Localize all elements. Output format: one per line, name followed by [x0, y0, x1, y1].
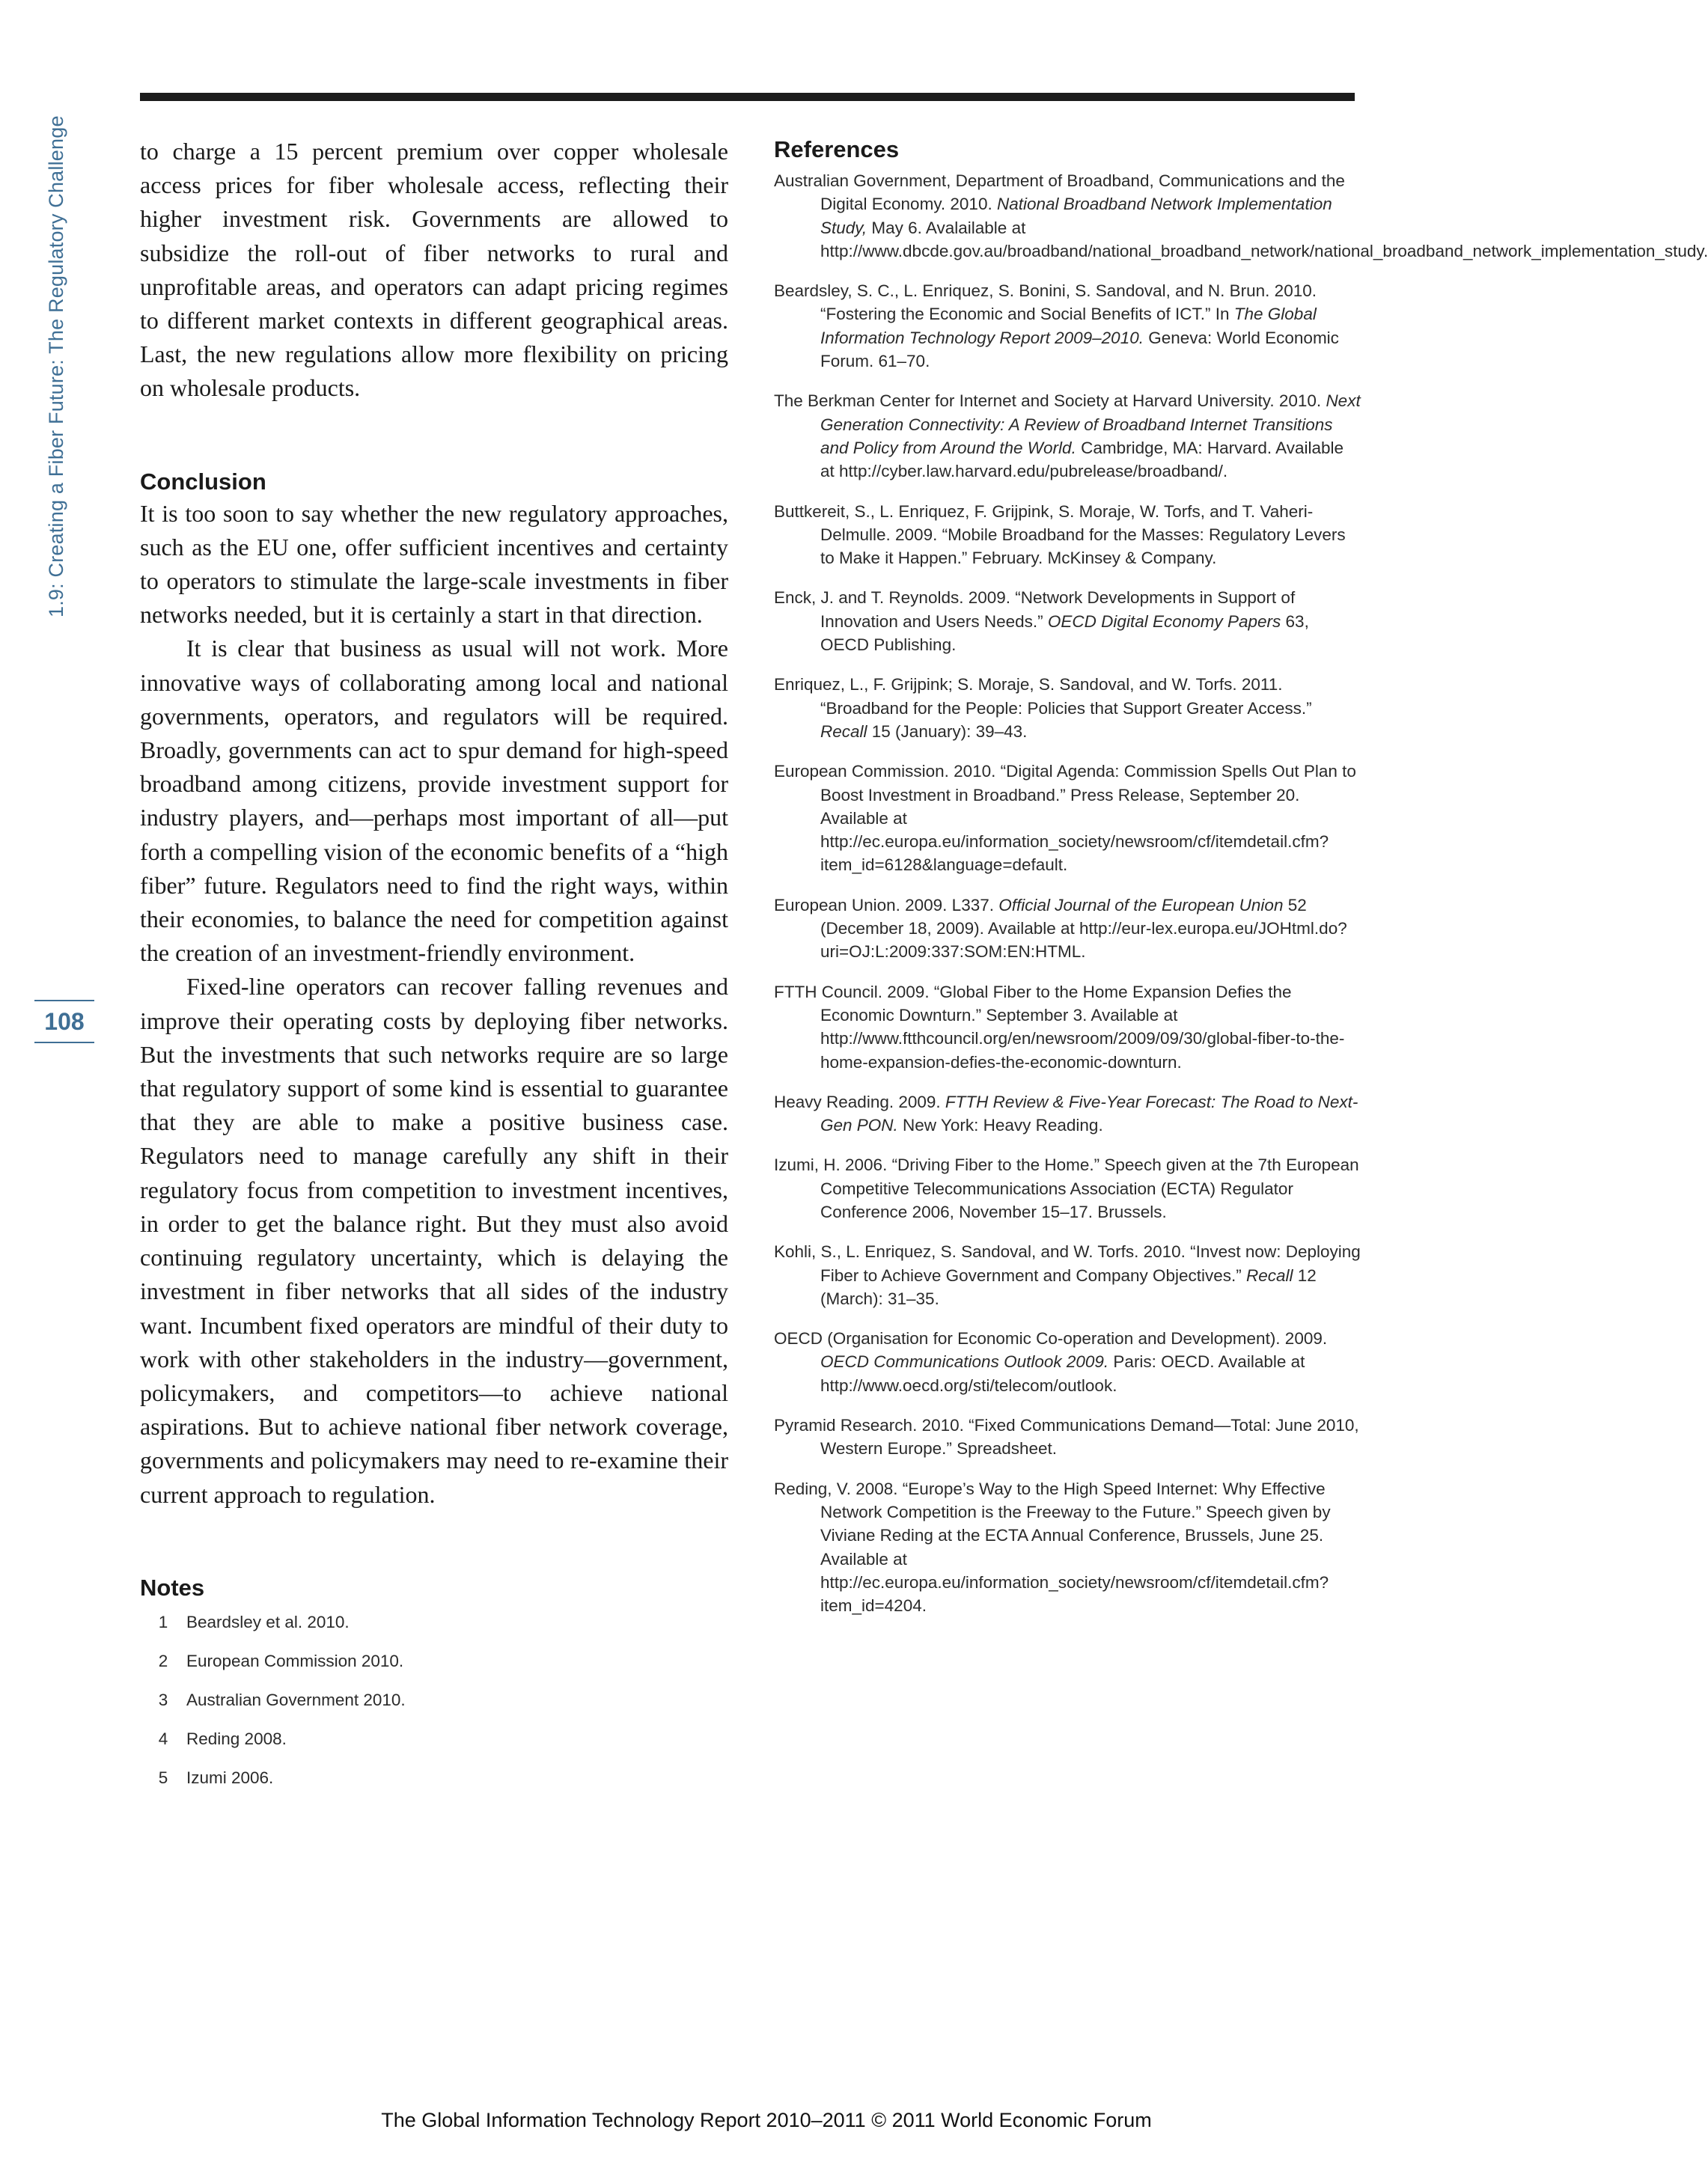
reference-text: FTTH Council. 2009. “Global Fiber to the Home Expansion Defies the Economic Downturn.” September 3. Available at http://www.ftthcouncil.org/en/newsroom/2009/09/30/global-fiber-to-the-home-expansion-defies-the-economic-downturn.	[774, 982, 1345, 1072]
reference-item	[774, 586, 1362, 656]
note-number: 1	[158, 1612, 168, 1631]
reference-title: Recall	[1246, 1265, 1293, 1285]
reference-item	[774, 760, 1362, 876]
top-rule	[140, 93, 1355, 101]
reference-title: FTTH Review & Five-Year Forecast: The Road to Next-Gen PON.	[820, 1092, 1358, 1135]
note-number: 4	[158, 1729, 168, 1748]
reference-item	[774, 1153, 1362, 1224]
reference-text: Buttkereit, S., L. Enriquez, F. Grijpink, S. Moraje, W. Torfs, and T. Vaheri-Delmulle. 2009. “Mobile Broadband for the Masses: Regulatory Levers to Make it Happen.” February. McKinsey & Company.	[774, 501, 1346, 568]
reference-text: European Union. 2009. L337.	[774, 895, 999, 914]
page-number-rule-bottom	[34, 1042, 94, 1043]
note-item	[140, 1766, 728, 1789]
reference-title: Recall	[820, 721, 867, 741]
note-number: 5	[158, 1768, 168, 1787]
note-item	[140, 1688, 728, 1712]
notes-list	[140, 1610, 728, 1789]
reference-text: Geneva: World Economic Forum. 61–70.	[820, 328, 1339, 371]
reference-text: Heavy Reading. 2009.	[774, 1092, 945, 1111]
reference-title: Next Generation Connectivity: A Review of Broadband Internet Transitions and Policy from Around the World.	[820, 391, 1361, 457]
reference-item	[774, 894, 1362, 964]
body-paragraph: to charge a 15 percent premium over copper wholesale access prices for fiber wholesale access, reflecting their higher investment risk. Governments are allowed to subsidize the roll-out of fiber networks to rural and unprofitable areas, and operators can adapt pricing regimes to different market contexts in different geographical areas. Last, the new regulations allow more flexibility on pricing on wholesale products.	[140, 138, 728, 402]
page-footer: The Global Information Technology Report 2010–2011 © 2011 World Economic Forum	[381, 2109, 1152, 2131]
reference-item	[774, 980, 1362, 1074]
reference-text: Paris: OECD. Available at http://www.oecd.org/sti/telecom/outlook.	[820, 1352, 1305, 1395]
reference-text: Reding, V. 2008. “Europe’s Way to the High Speed Internet: Why Effective Network Competition is the Freeway to the Future.” Speech given by Viviane Reding at the ECTA Annual Conference, Brussels, June 25. Available at http://ec.europa.eu/information_society/newsroom/cf/itemdetail.cfm?item_id=4204.	[774, 1479, 1331, 1616]
reference-item	[774, 389, 1362, 483]
note-text: Izumi 2006.	[186, 1768, 274, 1787]
reference-text: 15 (January): 39–43.	[867, 721, 1028, 741]
running-head-text: 1.9: Creating a Fiber Future: The Regulatory Challenge	[45, 115, 67, 617]
note-text: Reding 2008.	[186, 1729, 287, 1748]
conclusion-paragraph-1: It is too soon to say whether the new regulatory approaches, such as the EU one, offer sufficient incentives and certainty to operators to stimulate the large-scale investments in fiber networks needed, but it is certainly a start in that direction.	[140, 499, 728, 629]
reference-item	[774, 169, 1708, 263]
reference-title: The Global Information Technology Report 2009–2010.	[820, 305, 1317, 347]
note-item	[140, 1649, 728, 1673]
reference-title: National Broadband Network Implementation Study,	[820, 195, 1332, 237]
reference-text: Enck, J. and T. Reynolds. 2009. “Network Developments in Support of Innovation and Users Needs.”	[774, 588, 1296, 631]
reference-title: OECD Digital Economy Papers	[1047, 611, 1281, 631]
reference-item	[774, 279, 1362, 373]
conclusion-paragraph-3: Fixed-line operators can recover falling revenues and improve their operating costs by deploying fiber networks. But the investments that such networks require are so large that regulatory support of some kind is essential to guarantee that they are able to make a positive business case. Regulators need to manage carefully any shift in their regulatory focus from competition to investment incentives, in order to get the balance right. But they must also avoid continuing regulatory uncertainty, which is delaying the investment in fiber networks that all sides of the industry want. Incumbent fixed operators are mindful of their duty to work with other stakeholders in the industry—government, policymakers, and competitors—to achieve national aspirations. But to achieve national fiber network coverage, governments and policymakers may need to re-examine their current approach to regulation.	[140, 973, 728, 1508]
reference-text: The Berkman Center for Internet and Society at Harvard University. 2010.	[774, 391, 1326, 411]
reference-text: Enriquez, L., F. Grijpink; S. Moraje, S. Sandoval, and W. Torfs. 2011. “Broadband for the People: Policies that Support Greater Access.”	[774, 675, 1312, 718]
reference-text: Beardsley, S. C., L. Enriquez, S. Bonini, S. Sandoval, and N. Brun. 2010. “Fostering the Economic and Social Benefits of ICT.” In	[774, 281, 1317, 324]
page-number: 108	[44, 1008, 85, 1035]
left-column	[140, 135, 728, 1805]
conclusion-paragraph-2: It is clear that business as usual will not work. More innovative ways of collaborating among local and national governments, operators, and regulators will be required. Broadly, governments can act to spur demand for high-speed broadband among citizens, provide investment support for industry players, and—perhaps most important of all—put forth a compelling vision of the economic benefits of a “high fiber” future. Regulators need to find the right ways, within their economies, to balance the need for competition against the creation of an investment-friendly environment.	[140, 635, 728, 967]
conclusion-heading: Conclusion	[140, 468, 266, 495]
right-column	[774, 135, 1708, 1634]
reference-item	[774, 1090, 1362, 1138]
note-text: Australian Government 2010.	[186, 1690, 406, 1709]
note-number: 2	[158, 1651, 168, 1670]
reference-text: 12 (March): 31–35.	[820, 1265, 1317, 1308]
page-number-block	[34, 1000, 94, 1043]
reference-item	[774, 500, 1362, 570]
reference-text: European Commission. 2010. “Digital Agenda: Commission Spells Out Plan to Boost Investment in Broadband.” Press Release, September 20. Available at http://ec.europa.eu/information_society/newsroom/cf/itemdetail.cfm?item_id=6128&language=default.	[774, 762, 1356, 875]
reference-item	[774, 1327, 1362, 1397]
reference-text: OECD (Organisation for Economic Co-operation and Development). 2009.	[774, 1329, 1328, 1349]
reference-title: OECD Communications Outlook 2009.	[820, 1352, 1109, 1372]
reference-text: Cambridge, MA: Harvard. Available at http://cyber.law.harvard.edu/pubrelease/broadband/.	[820, 438, 1344, 481]
reference-text: 63, OECD Publishing.	[820, 611, 1309, 655]
reference-text: 52 (December 18, 2009). Available at http://eur-lex.europa.eu/JOHtml.do?uri=OJ:L:2009:337:SOM:EN:HTML.	[820, 895, 1347, 962]
reference-item	[774, 1240, 1362, 1310]
reference-text: May 6. Avalailable at http://www.dbcde.gov.au/broadband/national_broadband_network/national_broadband_network_implementation_study.	[820, 218, 1708, 260]
note-number: 3	[158, 1690, 168, 1709]
note-item	[140, 1610, 728, 1634]
note-item	[140, 1727, 728, 1750]
reference-text: Izumi, H. 2006. “Driving Fiber to the Home.” Speech given at the 7th European Competitive Telecommunications Association (ECTA) Regulator Conference 2006, November 15–17. Brussels.	[774, 1155, 1359, 1221]
reference-item	[774, 1477, 1362, 1618]
references-heading: References	[774, 136, 900, 162]
reference-text: Kohli, S., L. Enriquez, S. Sandoval, and W. Torfs. 2010. “Invest now: Deploying Fiber to Achieve Government and Company Objectives.”	[774, 1242, 1361, 1285]
reference-item	[774, 1414, 1362, 1461]
notes-heading: Notes	[140, 1574, 205, 1601]
reference-text: New York: Heavy Reading.	[897, 1116, 1103, 1135]
reference-title: Official Journal of the European Union	[998, 895, 1284, 914]
note-text: Beardsley et al. 2010.	[186, 1612, 350, 1631]
reference-text: Australian Government, Department of Broadband, Communications and the Digital Economy. 2010.	[774, 171, 1345, 214]
reference-item	[774, 673, 1362, 743]
references-list	[774, 169, 1708, 1617]
reference-text: Pyramid Research. 2010. “Fixed Communications Demand—Total: June 2010, Western Europe.” Spreadsheet.	[774, 1416, 1359, 1459]
note-text: European Commission 2010.	[186, 1651, 404, 1670]
